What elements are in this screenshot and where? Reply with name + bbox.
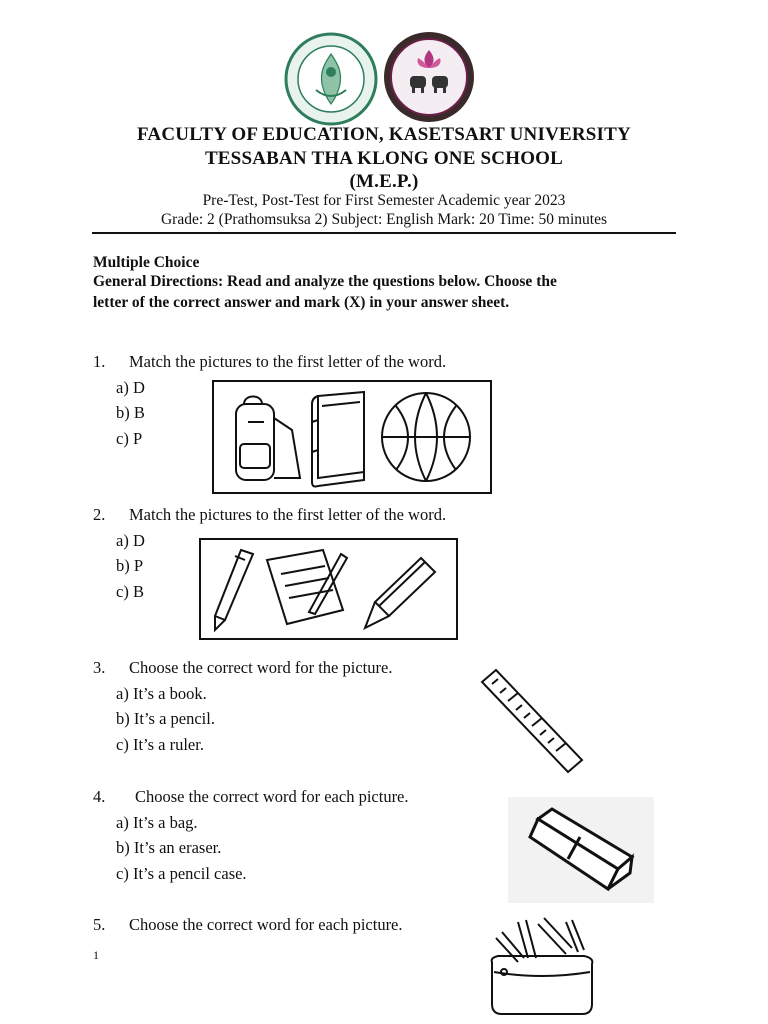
question-4-option-c[interactable]: c) It’s a pencil case. xyxy=(116,864,247,883)
question-1-image-box xyxy=(212,380,492,494)
test-line: Pre-Test, Post-Test for First Semester Academic year 2023 xyxy=(202,192,566,209)
book-icon xyxy=(312,392,364,487)
question-2-text: Match the pictures to the first letter of the word. xyxy=(129,505,447,524)
university-seal-logo xyxy=(284,32,378,126)
question-3-option-b[interactable]: b) It’s a pencil. xyxy=(116,709,215,728)
question-4-text: Choose the correct word for each picture. xyxy=(135,787,409,806)
question-1-number: 1. xyxy=(93,352,106,371)
question-1-option-c[interactable]: c) P xyxy=(116,429,143,448)
ruler-icon xyxy=(478,664,588,776)
question-3-number: 3. xyxy=(93,658,106,677)
question-5-number: 5. xyxy=(93,915,106,934)
paper-icon xyxy=(267,550,347,624)
info-line: Grade: 2 (Prathomsuksa 2) Subject: English Mark: 20 Time: 50 minutes xyxy=(160,211,608,228)
question-3-option-c[interactable]: c) It’s a ruler. xyxy=(116,735,204,754)
question-4-number: 4. xyxy=(93,787,106,806)
question-4-option-a[interactable]: a) It’s a bag. xyxy=(116,813,198,832)
question-1-option-b[interactable]: b) B xyxy=(116,403,145,422)
program-title: (M.E.P.) xyxy=(349,171,419,192)
question-2-option-c[interactable]: c) B xyxy=(116,582,144,601)
university-title: FACULTY OF EDUCATION, KASETSART UNIVERSITY xyxy=(137,124,631,145)
school-seal-logo xyxy=(382,30,476,124)
question-4-option-b[interactable]: b) It’s an eraser. xyxy=(116,838,222,857)
question-3-text: Choose the correct word for the picture. xyxy=(129,658,393,677)
pen-icon xyxy=(215,550,253,630)
pencil-icon xyxy=(365,558,435,628)
page-number: 1 xyxy=(93,948,99,962)
question-2-option-b[interactable]: b) P xyxy=(116,556,144,575)
question-5-text: Choose the correct word for each picture. xyxy=(129,915,403,934)
school-title: TESSABAN THA KLONG ONE SCHOOL xyxy=(204,148,564,169)
ball-icon xyxy=(382,393,470,481)
header-divider xyxy=(92,232,676,234)
question-2-number: 2. xyxy=(93,505,106,524)
directions-line-2: letter of the correct answer and mark (X) in your answer sheet. xyxy=(93,294,510,311)
question-3-option-a[interactable]: a) It’s a book. xyxy=(116,684,207,703)
pencil-case-icon xyxy=(488,914,598,1018)
question-1-text: Match the pictures to the first letter of the word. xyxy=(129,352,447,371)
section-title: Multiple Choice xyxy=(93,254,200,271)
backpack-icon xyxy=(236,397,300,481)
question-2-option-a[interactable]: a) D xyxy=(116,531,145,550)
question-2-image-box xyxy=(199,538,458,640)
eraser-icon xyxy=(508,797,654,903)
question-1-option-a[interactable]: a) D xyxy=(116,378,145,397)
directions-line-1: General Directions: Read and analyze the questions below. Choose the xyxy=(93,273,557,290)
